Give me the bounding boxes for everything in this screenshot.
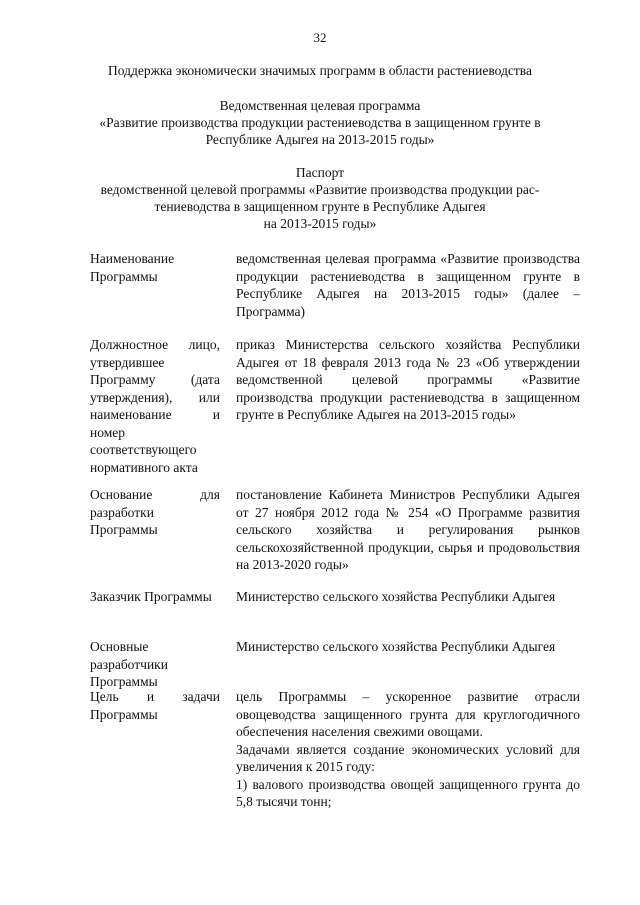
passport-heading-line-4: на 2013-2015 годы» (263, 216, 377, 231)
passport-row-approver (90, 336, 580, 476)
section-title: Поддержка экономически значимых программ в области растениеводства (108, 63, 532, 78)
row-value: Министерство сельского хозяйства Республики Адыгея (236, 639, 556, 654)
row-label: Заказчик Программы (90, 589, 212, 604)
row-value: ведомственная целевая программа «Развитие производства продукции растениеводства в защищенном грунте в Республике Адыгея на 2013-2015 годы» (далее – Программа) (236, 251, 580, 319)
goal-text: цель Программы – ускоренное развитие отрасли овощеводства защищенного грунта для круглогодичного обеспечения населения свежими овощами. (236, 689, 580, 739)
passport-row-customer (90, 588, 580, 606)
row-value: приказ Министерства сельского хозяйства Республики Адыгея от 18 февраля 2013 года № 23 «Об утверждении ведомственной целевой программы «Развитие производства продукции растениеводства в защищенном грунте в Республике Адыгея на 2013-2015 годы» (236, 337, 580, 422)
tasks-intro: Задачами является создание экономических условий для увеличения к 2015 году: (236, 741, 580, 774)
passport-heading-line-3: тениеводства в защищенном грунте в Республике Адыгея (154, 199, 486, 214)
program-heading-line-2: «Развитие производства продукции растениеводства в защищенном грунте в (99, 115, 541, 130)
program-heading-line-1: Ведомственная целевая программа (219, 98, 421, 113)
program-heading (60, 97, 580, 148)
page-number: 32 (313, 30, 327, 45)
row-label: Основные разработчики Программы (90, 639, 168, 689)
passport-row-basis (90, 486, 580, 574)
passport-heading-line-2: ведомственной целевой программы «Развитие производства продукции рас- (100, 182, 540, 197)
row-value-group (236, 688, 580, 811)
program-heading-line-3: Республике Адыгея на 2013-2015 годы» (205, 132, 435, 147)
row-label: Наименование Программы (90, 251, 175, 284)
passport-heading-line-1: Паспорт (295, 165, 345, 180)
row-label: Основание для разработки Программы (90, 487, 220, 537)
row-value: Министерство сельского хозяйства Республики Адыгея (236, 589, 556, 604)
passport-row-developers (90, 638, 580, 691)
passport-row-name (90, 250, 580, 320)
row-value: постановление Кабинета Министров Республики Адыгея от 27 ноября 2012 года № 254 «О Программе развития сельского хозяйства и регулирования рынков сельскохозяйственной продукции, сырья и продовольствия на 2013-2020 годы» (236, 487, 580, 572)
passport-heading (60, 164, 580, 232)
row-label: Цель и задачи Программы (90, 689, 220, 722)
passport-row-goals (90, 688, 580, 811)
task-item-1: 1) валового производства овощей защищенного грунта до 5,8 тысячи тонн; (236, 776, 580, 809)
row-label: Должностное лицо, утвердившее Программу (дата утверждения), или наименование и номер соответствующего нормативного акта (90, 337, 220, 475)
